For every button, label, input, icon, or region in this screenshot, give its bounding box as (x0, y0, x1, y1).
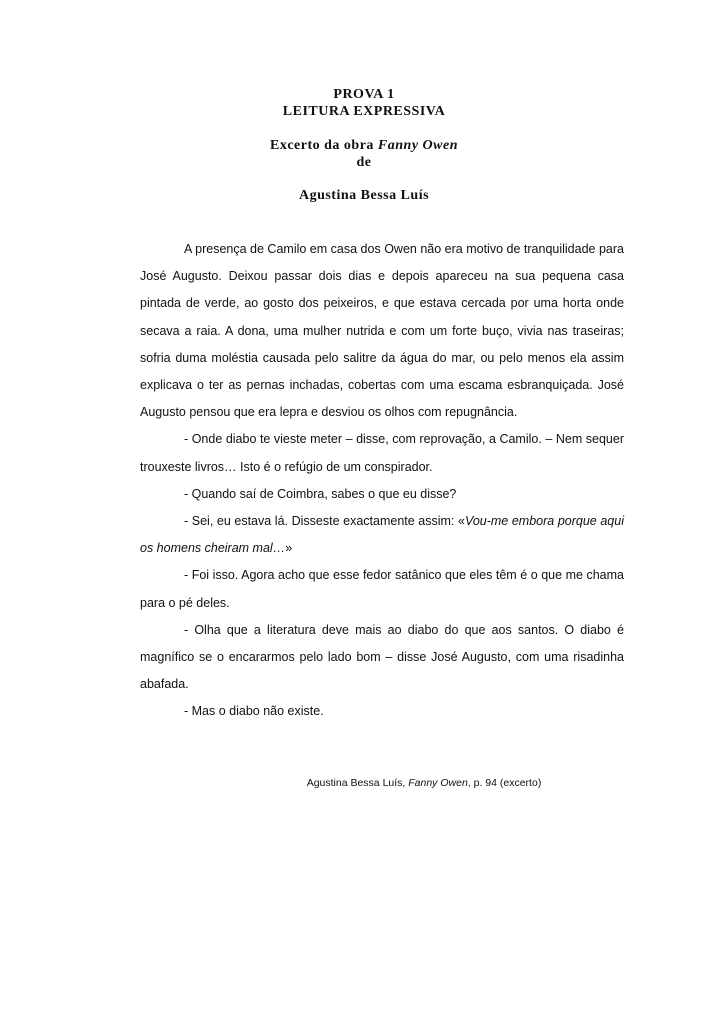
paragraph-4-lead: - Sei, eu estava lá. Disseste exactamente assim: « (184, 514, 465, 529)
paragraph-3: - Quando saí de Coimbra, sabes o que eu disse? (184, 486, 457, 501)
exam-title: PROVA 1 (333, 87, 395, 102)
source-citation (0, 777, 728, 789)
excerpt-heading (0, 137, 728, 154)
paragraph-6: - Olha que a literatura deve mais ao diabo do que aos santos. O diabo é magnífico se o encararmos pelo lado bom – disse José Augusto, com uma risadinha abafada. (140, 622, 624, 692)
paragraph-5: - Foi isso. Agora acho que esse fedor satânico que eles têm é o que me chama para o pé deles. (140, 568, 624, 610)
exam-subtitle: LEITURA EXPRESSIVA (282, 104, 446, 119)
paragraph-7: - Mas o diabo não existe. (184, 704, 324, 719)
paragraph-4-close: » (285, 541, 293, 556)
work-title: Fanny Owen (377, 138, 458, 153)
author-name: Agustina Bessa Luís (298, 188, 430, 203)
citation-author: Agustina Bessa Luís, (306, 777, 409, 789)
paragraph-4 (140, 508, 624, 562)
citation-title: Fanny Owen (408, 777, 468, 789)
excerpt-prefix: Excerto da obra (269, 138, 378, 153)
paragraph-4-quote: Vou-me embora porque aqui os homens cheiram mal… (140, 514, 624, 556)
citation-rest: , p. 94 (excerto) (467, 777, 542, 789)
paragraph-1: A presença de Camilo em casa dos Owen não era motivo de tranquilidade para José Augusto. Deixou passar dois dias e depois apareceu na sua pequena casa pintada de verde, ao gosto dos peixeiros, e que estava cercada por uma horta onde secava a raia. A dona, uma mulher nutrida e com um forte buço, vivia nas traseiras; sofria duma moléstia causada pelo salitre da água do mar, ou pelo menos ela assim explicava o ter as pernas inchadas, cobertas com uma escama esbranquiçada. José Augusto pensou que era lepra e desviou os olhos com repugnância. (140, 242, 624, 420)
excerpt-de: de (356, 155, 372, 170)
document-header (0, 86, 728, 204)
paragraph-2: - Onde diabo te vieste meter – disse, com reprovação, a Camilo. – Nem sequer trouxeste livros… Isto é o refúgio de um conspirador. (140, 432, 624, 474)
excerpt-body (140, 236, 624, 726)
